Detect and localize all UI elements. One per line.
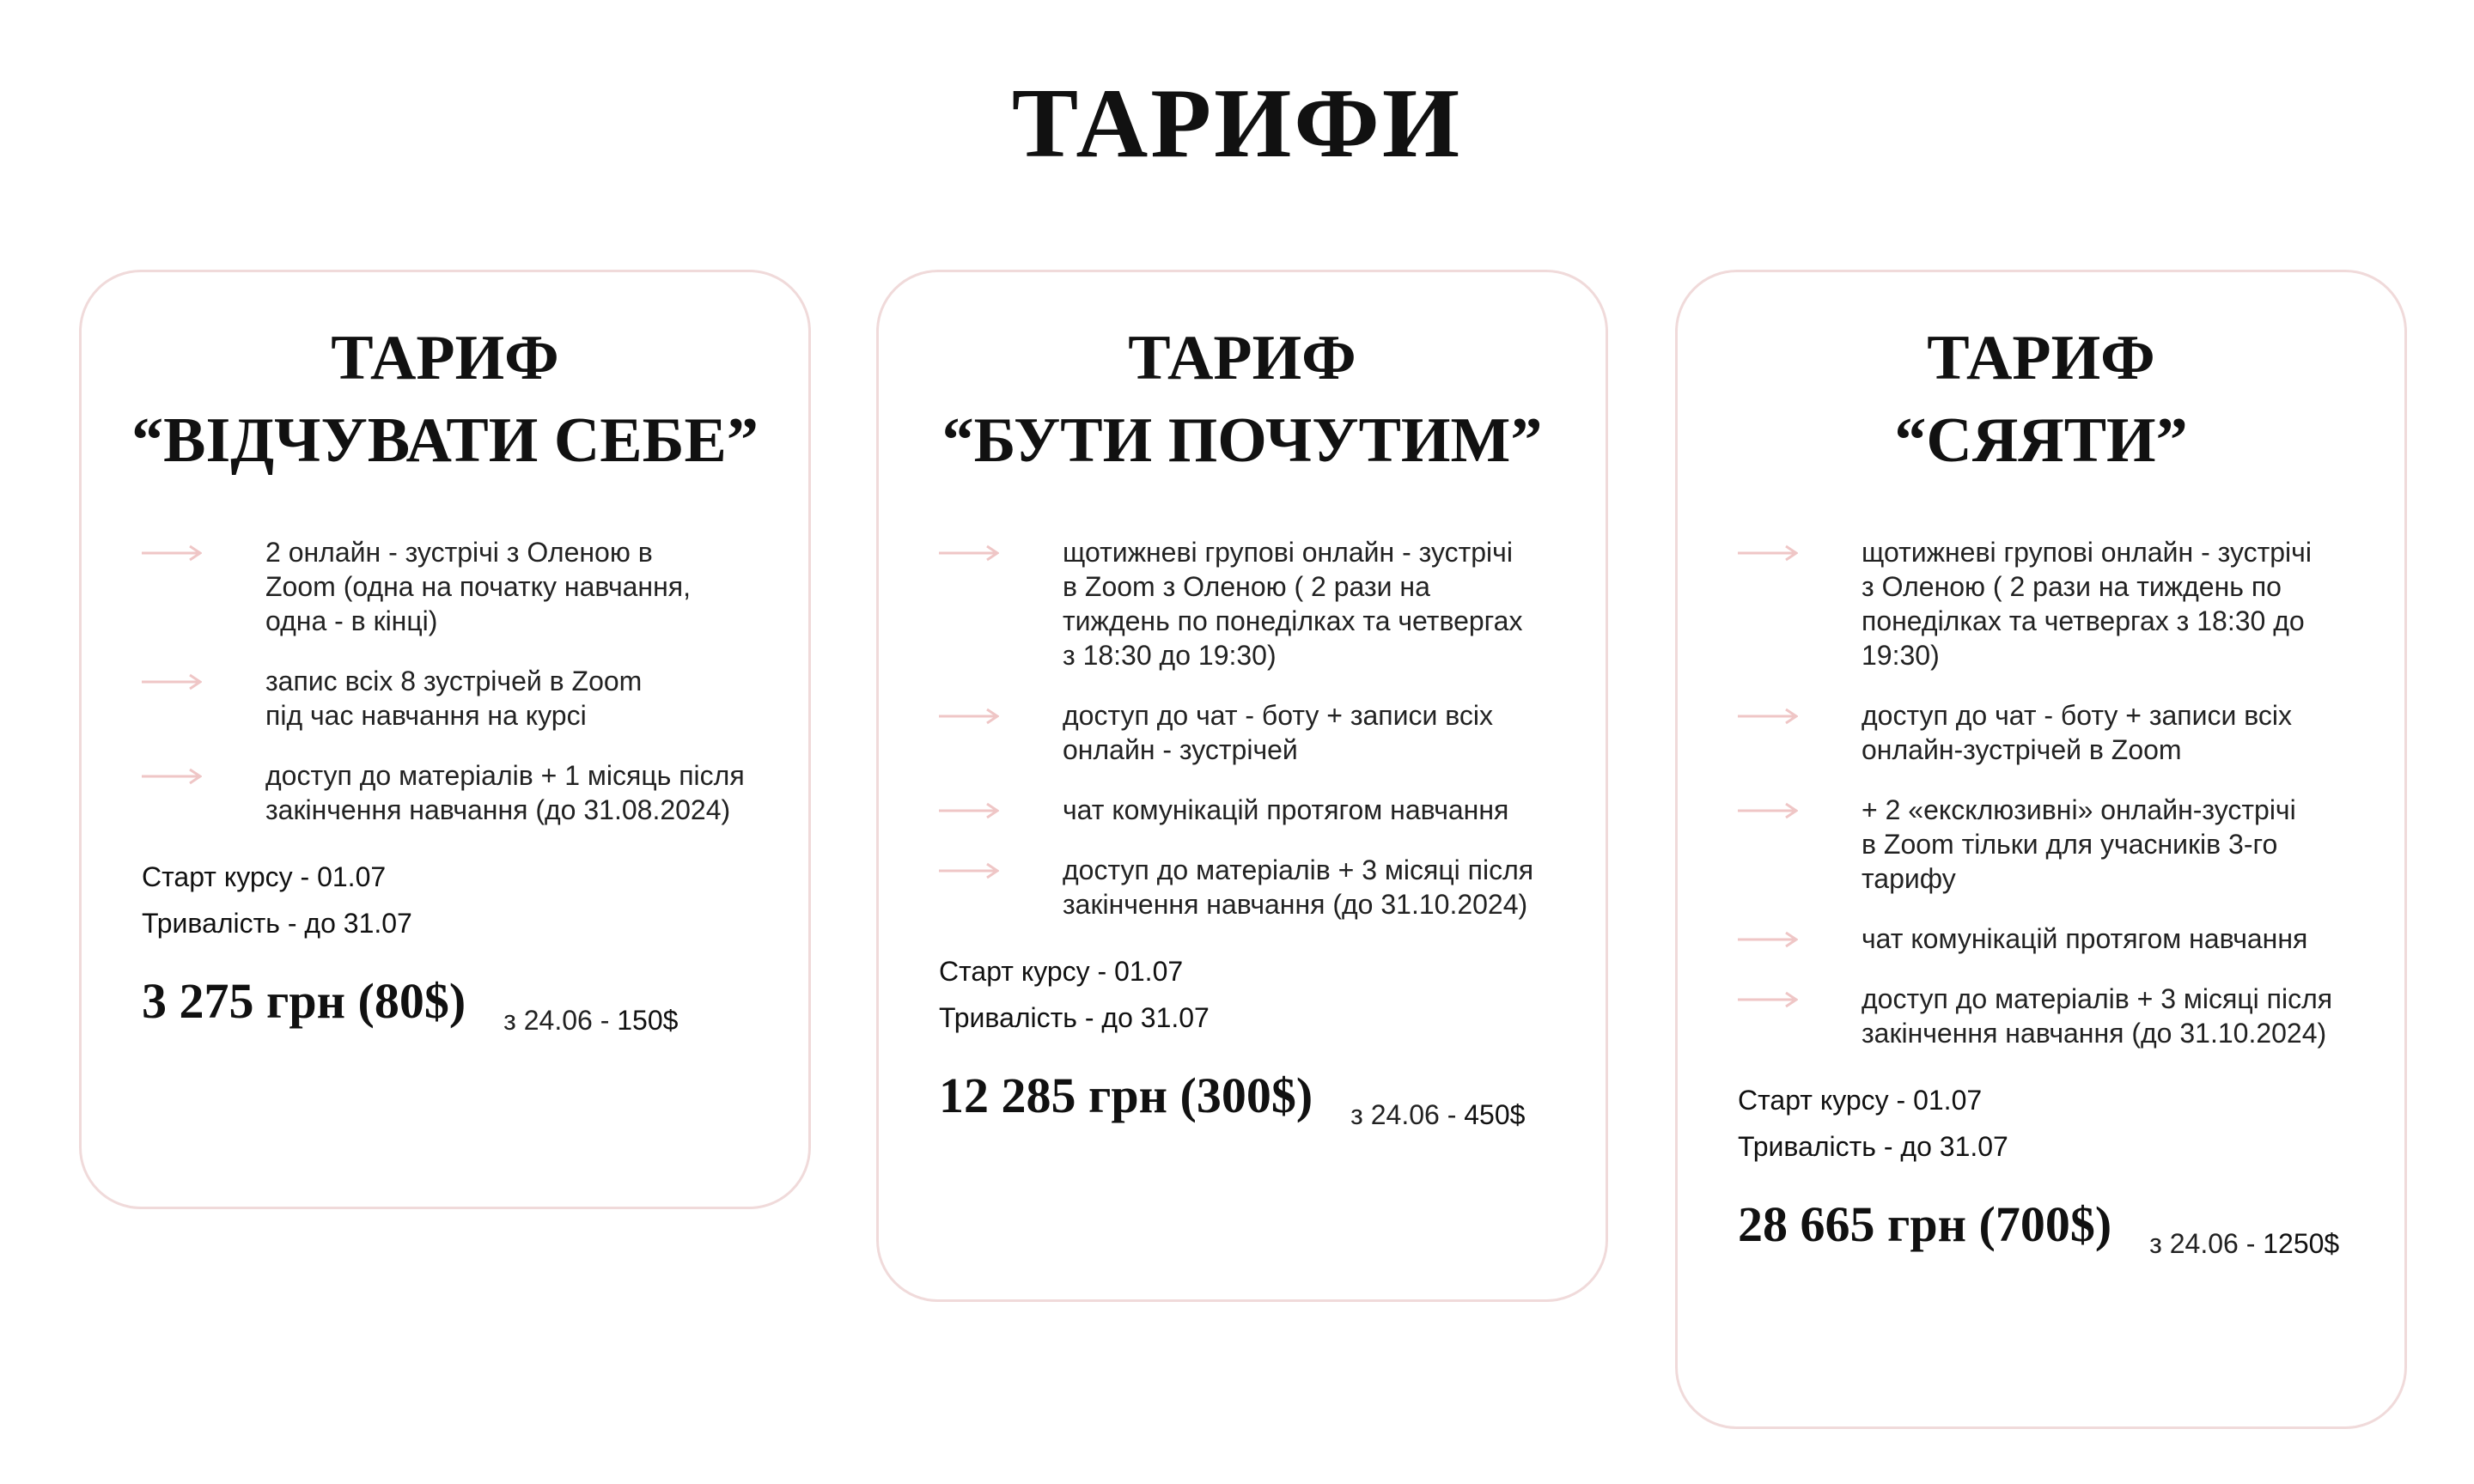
arrow-right-icon	[1738, 544, 1798, 562]
feature-item	[1738, 921, 2379, 956]
feature-item	[142, 758, 783, 827]
tariff-title-line2: “СЯЯТИ”	[1894, 405, 2188, 476]
feature-item	[1738, 698, 2379, 767]
feature-text: доступ до чат - боту + записи всіх онлайн - зустрічей	[1063, 700, 1494, 765]
feature-text: щотижневі групові онлайн - зустрічі в Zoom з Оленою ( 2 рази на тиждень по понеділках та четвергах з 18:30 до 19:30)	[1063, 537, 1523, 671]
feature-text: доступ до матеріалів + 1 місяць після закінчення навчання (до 31.08.2024)	[265, 760, 745, 825]
arrow-right-icon	[939, 862, 999, 879]
arrow-right-icon	[1738, 931, 1798, 948]
feature-text: щотижневі групові онлайн - зустрічі з Оленою ( 2 рази на тиждень по понеділках та четвергах з 18:30 до 19:30)	[1862, 537, 2312, 671]
tariff-title	[1678, 317, 2404, 482]
feature-text: чат комунікацій протягом навчання	[1862, 923, 2308, 954]
course-meta	[939, 954, 1606, 1035]
feature-item	[1738, 982, 2379, 1050]
tariff-card-vidchuvaty-sebe	[79, 270, 811, 1209]
course-start: Старт курсу - 01.07	[939, 956, 1184, 987]
feature-item	[939, 698, 1580, 767]
tariff-title-line1: ТАРИФ	[331, 323, 559, 393]
price-row	[1738, 1196, 2404, 1259]
early-price-prefix: з 24.06 -	[1350, 1099, 1465, 1130]
course-duration: Тривалість - до 31.07	[939, 1002, 1210, 1033]
arrow-right-icon	[939, 544, 999, 562]
page-title: ТАРИФИ	[1011, 69, 1463, 179]
tariff-title-line1: ТАРИФ	[1927, 323, 2155, 393]
tariff-title-line1: ТАРИФ	[1128, 323, 1356, 393]
tariff-title	[879, 317, 1606, 482]
early-price-note	[1350, 1099, 1525, 1131]
feature-text: + 2 «ексклюзивні» онлайн-зустрічі в Zoom тільки для учасників 3-го тарифу	[1862, 794, 2296, 894]
feature-text: чат комунікацій протягом навчання	[1063, 794, 1509, 825]
feature-item	[939, 535, 1580, 672]
early-price-prefix: з 24.06 -	[503, 1005, 618, 1036]
price: 28 665 грн (700$)	[1738, 1196, 2112, 1252]
feature-item	[142, 664, 783, 733]
arrow-right-icon	[1738, 802, 1798, 819]
price: 12 285 грн (300$)	[939, 1067, 1313, 1123]
feature-text: доступ до матеріалів + 3 місяці після закінчення навчання (до 31.10.2024)	[1862, 983, 2333, 1049]
arrow-right-icon	[142, 768, 202, 785]
arrow-right-icon	[142, 544, 202, 562]
feature-item	[939, 853, 1580, 921]
feature-text: запис всіх 8 зустрічей в Zoom під час навчання на курсі	[265, 666, 643, 731]
feature-list	[879, 535, 1606, 921]
course-meta	[142, 860, 808, 940]
feature-item	[142, 535, 783, 638]
early-price: 1250$	[2263, 1228, 2340, 1259]
tariff-title	[82, 317, 808, 482]
feature-text: доступ до матеріалів + 3 місяці після закінчення навчання (до 31.10.2024)	[1063, 855, 1534, 920]
arrow-right-icon	[1738, 991, 1798, 1008]
course-duration: Тривалість - до 31.07	[1738, 1131, 2008, 1162]
tariff-title-line2: “ВІДЧУВАТИ СЕБЕ”	[131, 405, 759, 476]
course-start: Старт курсу - 01.07	[1738, 1085, 1983, 1116]
early-price: 150$	[617, 1005, 679, 1036]
arrow-right-icon	[939, 802, 999, 819]
tariff-card-siiaty	[1675, 270, 2407, 1429]
price: 3 275 грн (80$)	[142, 973, 466, 1029]
early-price-note	[2149, 1228, 2339, 1260]
course-start: Старт курсу - 01.07	[142, 861, 387, 892]
tariff-card-buty-pochutym	[876, 270, 1608, 1302]
course-meta	[1738, 1083, 2404, 1164]
price-row	[142, 973, 808, 1036]
early-price-note	[503, 1005, 678, 1037]
feature-list	[82, 535, 808, 827]
tariff-title-line2: “БУТИ ПОЧУТИМ”	[941, 405, 1543, 476]
arrow-right-icon	[142, 673, 202, 690]
feature-text: 2 онлайн - зустрічі з Оленою в Zoom (одна на початку навчання, одна - в кінці)	[265, 537, 691, 636]
arrow-right-icon	[939, 708, 999, 725]
arrow-right-icon	[1738, 708, 1798, 725]
feature-item	[939, 793, 1580, 827]
early-price: 450$	[1464, 1099, 1526, 1130]
feature-text: доступ до чат - боту + записи всіх онлайн-зустрічей в Zoom	[1862, 700, 2293, 765]
feature-item	[1738, 535, 2379, 672]
course-duration: Тривалість - до 31.07	[142, 908, 412, 939]
feature-list	[1678, 535, 2404, 1050]
feature-item	[1738, 793, 2379, 896]
early-price-prefix: з 24.06 -	[2149, 1228, 2264, 1259]
price-row	[939, 1067, 1606, 1130]
